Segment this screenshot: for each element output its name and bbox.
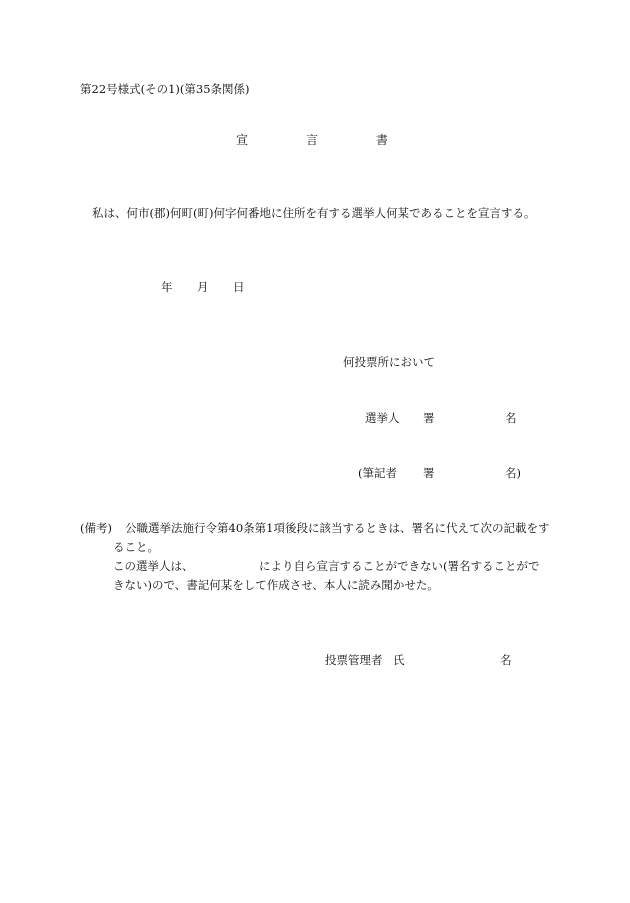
date-year: 年 bbox=[161, 280, 173, 294]
title-char-1: 宣 bbox=[236, 133, 249, 147]
voter-label: 選挙人 bbox=[365, 411, 400, 425]
remarks-line-2: ること。 bbox=[113, 540, 159, 554]
polling-place: 何投票所において bbox=[343, 355, 435, 369]
declaration-text: 私は、何市(郡)何町(町)何字何番地に住所を有する選挙人何某であることを宣言する。 bbox=[92, 206, 536, 220]
remarks-line-3b: により自ら宣言することができない(署名することがで bbox=[259, 559, 540, 573]
manager-label: 投票管理者 bbox=[325, 653, 383, 667]
voter-sig-2: 名 bbox=[505, 411, 517, 425]
remarks-label: (備考) bbox=[80, 521, 112, 535]
voter-sig-1: 署 bbox=[423, 411, 435, 425]
title-char-2: 言 bbox=[306, 133, 319, 147]
remarks-line-4: きない)ので、書記何某をして作成させ、本人に読み聞かせた。 bbox=[113, 578, 439, 592]
scribe-sig-2: 名) bbox=[505, 466, 521, 480]
scribe-label: (筆記者 bbox=[358, 466, 397, 480]
form-label: 第22号様式(その1)(第35条関係) bbox=[80, 82, 250, 96]
title-char-3: 書 bbox=[376, 133, 389, 147]
date-month: 月 bbox=[197, 280, 209, 294]
date-day: 日 bbox=[233, 280, 245, 294]
manager-sig-1: 氏 bbox=[393, 653, 405, 667]
remarks-line-1: 公職選挙法施行令第40条第1項後段に該当するときは、署名に代えて次の記載をす bbox=[125, 521, 550, 535]
manager-sig-2: 名 bbox=[500, 653, 512, 667]
scribe-sig-1: 署 bbox=[423, 466, 435, 480]
remarks-line-3a: この選挙人は、 bbox=[113, 559, 194, 573]
